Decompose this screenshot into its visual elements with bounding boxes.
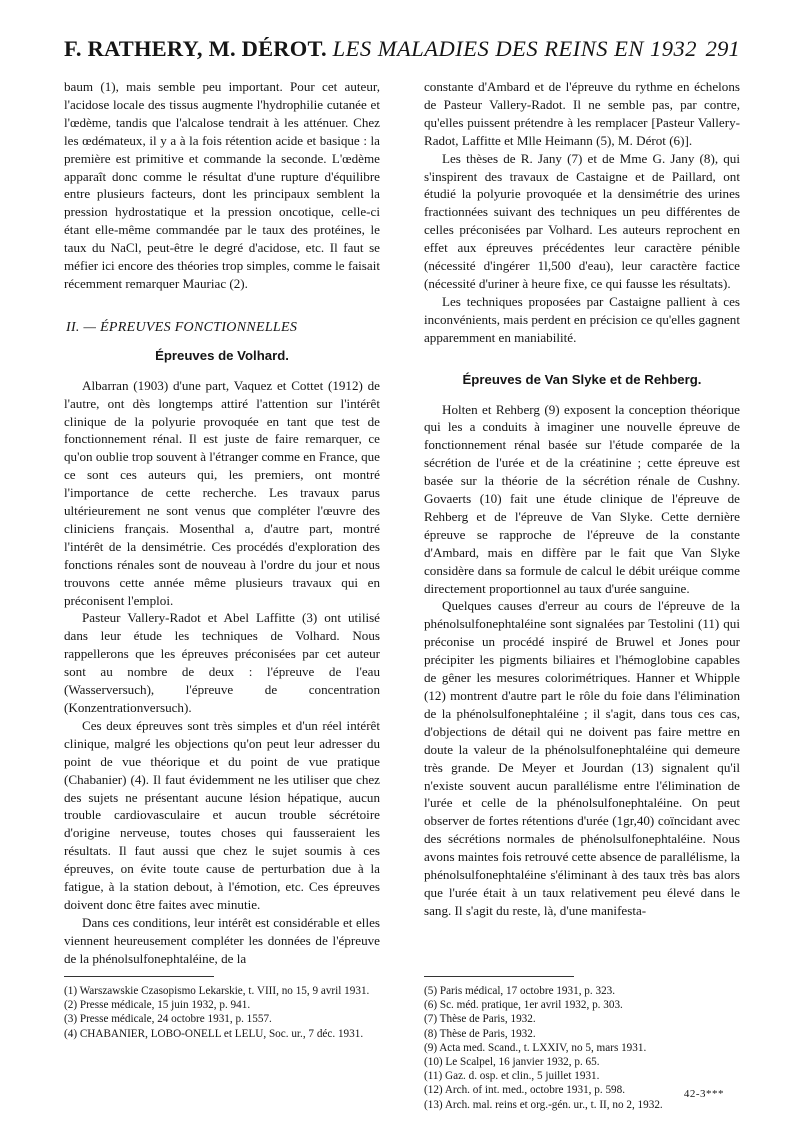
header-title: LES MALADIES DES REINS EN 1932 <box>332 36 697 61</box>
footnote: (9) Acta med. Scand., t. LXXIV, no 5, mars 1931. <box>424 1041 647 1054</box>
paragraph: Dans ces conditions, leur intérêt est considérable et elles viennent heureusement compléter les données de l'épreuve de la phénolsulfonephtaléine, de la <box>64 914 380 966</box>
footnote-rule <box>64 976 214 977</box>
right-column <box>424 78 740 920</box>
paragraph: constante d'Ambard et de l'épreuve du rythme en échelons de Pasteur Vallery-Radot. Il ne semble pas, par contre, qu'elles puissent prétendre à les remplacer [Pasteur Vallery-Radot, Laffitte et Mlle Heimann (5), M. Dérot (6)]. <box>424 79 740 148</box>
printer-signature: 42-3*** <box>683 1088 724 1100</box>
subheading-volhard: Épreuves de Volhard. <box>155 347 289 363</box>
footnote: (8) Thèse de Paris, 1932. <box>424 1027 536 1040</box>
paragraph: Ces deux épreuves sont très simples et d'un réel intérêt clinique, malgré les objections qu'on peut leur adresser du point de vue théorique et du point de vue pratique (Chabanier) (4). Il faut évidemment ne les utiliser que chez des sujets ne présentant aucune lésion hépatique, aucun trouble cardiovasculaire et aucun trouble sécrétoire d'origine nerveuse, toutes choses qui fausseraient les résultats. Il faut aussi que chez le sujet soumis à ces épreuves, on évite toute cause de perturbation due à la fatigue, à la station debout, à l'émotion, etc. Ces épreuves doivent donc être faites avec minutie. <box>64 717 380 912</box>
header-authors: F. RATHERY, M. DÉROT. <box>64 36 327 61</box>
document-page <box>64 36 740 1126</box>
paragraph: baum (1), mais semble peu important. Pour cet auteur, l'acidose locale des tissus augmente l'hydrophilie cutanée et l'œdème, tandis que l'alcalose tendrait à les atténuer. Chez les œdémateux, il y a à la fois rétention acide et basique : la première est primitive et commande la seconde. L'œdème apparaît donc comme le résultat d'une rupture d'équilibre entre plusieurs facteurs, dont les principaux semblent la pression hydrostatique et la pression oncotique, celle-ci étant elle-même commandée par le taux des protéines, le taux du NaCl, peut-être le degré d'acidose, etc. Il faut se méfier ici encore des théories trop simples, comme le faisait récemment remarquer Mauriac (2). <box>64 79 380 291</box>
footnote: (3) Presse médicale, 24 octobre 1931, p. 1557. <box>64 1013 272 1026</box>
paragraph: Albarran (1903) d'une part, Vaquez et Cottet (1912) de l'autre, ont dès longtemps attiré l'attention sur l'intérêt clinique de la polyurie provoquée en tant que test de fonctionnement rénal. Il est juste de faire remarquer, ce qu'on oublie trop souvent à l'étranger comme en France, que ce sont ces auteurs qui, les premiers, ont montré l'importance de cette recherche. Les travaux parus ultérieurement ne sont venus que compléter l'œuvre des cliniciens français. Mosenthal a, d'autre part, montré l'intérêt de la densimétrie. Ces procédés d'exploration des fonctions rénales sont de nouveau à l'ordre du jour et nous trouvons cette année même plusieurs travaux qui en préconisent l'emploi. <box>64 377 380 608</box>
footnote-rule <box>424 976 574 977</box>
paragraph: Quelques causes d'erreur au cours de l'épreuve de la phénolsulfonephtaléine sont signalées par Testolini (11) qui préconise un procédé inspiré de Bruwel et Jones pour précipiter les pigments biliaires et l'hémoglobine capables de gêner les mesures colorimétriques. Hanner et Whipple (12) montrent d'autre part le rôle du foie dans l'élimination de la phénolsulfonephtaléine ; il s'agit, dans tous ces cas, d'objections de détail qui ne doivent pas faire mettre en doute la valeur de la phénolsulfonephtaléine qui demeure très grande. De Meyer et Jourdan (13) signalent qu'il n'existe souvent aucun parallélisme entre l'élimination de l'urée et celle de la phénolsulfonephtaléine. On peut observer de fortes rétentions d'urée (1gr,40) coïncidant avec des sécrétions normales de phénolsulfonephtaléine. Nous avons maintes fois retrouvé cette absence de parallélisme, la phénolsulfonephtaléine s'éliminant à des taux très bas alors que l'urée était à un taux relativement peu élevé dans le sang. Il s'agit du reste, là, d'une manifesta- <box>424 598 740 918</box>
paragraph: Pasteur Vallery-Radot et Abel Laffitte (3) ont utilisé dans leur étude les techniques de Volhard. Nous rappellerons que les épreuves préconisées par cet auteur sont au nombre de deux : l'épreuve de l'eau (Wasserversuch), l'épreuve de concentration (Konzentrationversuch). <box>64 610 380 715</box>
footnote: (1) Warszawskie Czasopismo Lekarskie, t. VIII, no 15, 9 avril 1931. <box>64 985 370 997</box>
footnote: (4) CHABANIER, LOBO-ONELL et LELU, Soc. ur., 7 déc. 1931. <box>64 1027 364 1040</box>
footnote: (10) Le Scalpel, 16 janvier 1932, p. 65. <box>424 1056 600 1069</box>
subheading-van-slyke: Épreuves de Van Slyke et de Rehberg. <box>462 371 702 387</box>
footnote: (5) Paris médical, 17 octobre 1931, p. 323. <box>424 985 616 997</box>
footnote: (12) Arch. of int. med., octobre 1931, p. 598. <box>424 1084 626 1097</box>
section-heading: II. — ÉPREUVES FONCTIONNELLES <box>66 319 298 335</box>
footnote: (13) Arch. mal. reins et org.-gén. ur., t. II, no 2, 1932. <box>424 1098 663 1111</box>
footnote: (7) Thèse de Paris, 1932. <box>424 1013 536 1026</box>
paragraph: Holten et Rehberg (9) exposent la conception théorique qui les a conduits à imaginer une nouvelle épreuve de fonctionnement rénal basée sur l'étude comparée de la sécrétion de l'urée et de la créatinine ; cette épreuve est basée sur la théorie de la sécrétion rénale de Cushny. Govaerts (10) fait une étude clinique de l'épreuve de Rehberg et de l'épreuve de Van Slyke. Cette dernière épreuve se rapproche de l'épreuve de la constante d'Ambard, mais en diffère par le fait que Van Slyke considère dans sa formule de calcul le débit uréique comme directement proportionnel au taux d'urée sanguine. <box>424 401 740 596</box>
footnote: (11) Gaz. d. osp. et clin., 5 juillet 1931. <box>424 1070 600 1083</box>
footnote: (6) Sc. méd. pratique, 1er avril 1932, p. 303. <box>424 999 623 1012</box>
running-header <box>64 36 740 70</box>
left-column <box>64 78 380 968</box>
footnote: (2) Presse médicale, 15 juin 1932, p. 941. <box>64 999 251 1012</box>
footnotes-left <box>64 976 380 1041</box>
paragraph: Les thèses de R. Jany (7) et de Mme G. Jany (8), qui s'inspirent des travaux de Castaigne et de Paillard, ont étudié la polyurie provoquée et la densimétrie des urines fractionnées suivant des techniques un peu différentes de celles préconisées par Volhard. Les auteurs reprochent en effet aux épreuves précédentes leur caractère pénible (nécessité d'ingérer 1l,500 d'eau), leur caractère factice (nécessité d'uriner à heure fixe, ce qui fausse les résultats). <box>424 150 740 291</box>
page-number: 291 <box>705 36 740 61</box>
paragraph: Les techniques proposées par Castaigne pallient à ces inconvénients, mais perdent en précision ce qu'elles gagnent apparemment en maniabilité. <box>424 293 740 345</box>
